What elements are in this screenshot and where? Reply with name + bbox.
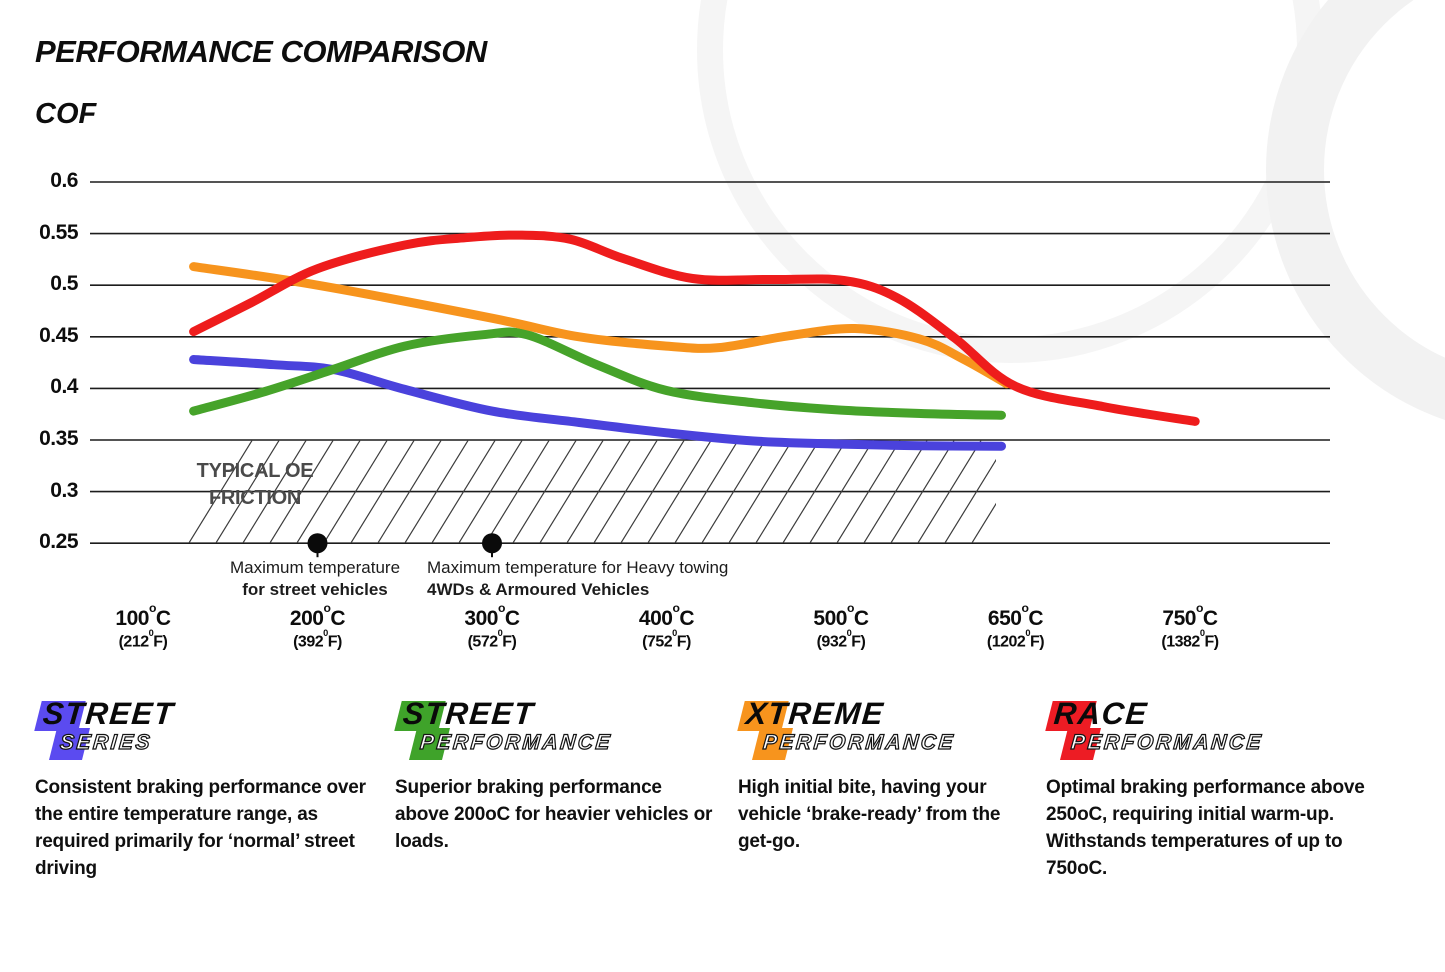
hatch-line bbox=[400, 434, 472, 551]
annotation-line-bold: for street vehicles bbox=[242, 579, 388, 599]
annotation-line-bold: 4WDs & Armoured Vehicles bbox=[427, 579, 650, 599]
hatch-line bbox=[670, 434, 742, 551]
x-tick-label: 750$^o$C (1382$^0$F) bbox=[1161, 600, 1219, 651]
page-title: PERFORMANCE COMPARISON bbox=[35, 34, 487, 69]
hatch-line bbox=[427, 434, 499, 551]
logo-word-secondary: PERFORMANCE bbox=[762, 731, 957, 754]
product-description: High initial bite, having your vehicle ‘brake-ready’ from the get-go. bbox=[738, 777, 1001, 852]
logo-word-primary: RACE bbox=[1052, 696, 1150, 731]
y-tick-label: 0.35 bbox=[39, 427, 78, 450]
x-tick-label: 650$^o$C (1202$^0$F) bbox=[986, 600, 1045, 651]
max-temp-street-annotation bbox=[230, 557, 400, 601]
oe-label-line2: FRICTION bbox=[208, 487, 302, 509]
oe-label-line1: TYPICAL OE bbox=[196, 460, 314, 482]
hatch-line bbox=[994, 434, 1066, 551]
hatch-line bbox=[697, 434, 769, 551]
typical-oe-friction-label bbox=[194, 458, 316, 512]
hatch-line bbox=[130, 434, 202, 551]
x-tick-label: 200$^o$C $(392^0F)$ bbox=[289, 600, 346, 651]
y-tick-label: 0.4 bbox=[50, 375, 78, 399]
hatch-line bbox=[643, 434, 715, 551]
logo-word-primary: XTREME bbox=[744, 696, 886, 731]
y-tick-label: 0.25 bbox=[39, 530, 78, 554]
hatch-line bbox=[724, 434, 796, 551]
hatch-line bbox=[562, 434, 634, 551]
y-tick-label: 0.6 bbox=[50, 169, 78, 192]
logo-word-secondary: PERFORMANCE bbox=[419, 731, 614, 754]
logo-word-secondary: SERIES bbox=[59, 731, 154, 754]
y-tick-label: 0.5 bbox=[50, 272, 78, 296]
hatch-line bbox=[805, 434, 877, 551]
hatch-line bbox=[508, 434, 580, 551]
y-tick-label: 0.55 bbox=[39, 220, 78, 244]
hatch-line bbox=[535, 434, 607, 551]
hatch-line bbox=[346, 434, 418, 551]
hatch-line bbox=[589, 434, 661, 551]
y-tick-label: 0.3 bbox=[50, 478, 78, 502]
y-tick-label: 0.45 bbox=[39, 323, 78, 347]
hatch-line bbox=[319, 434, 391, 551]
logo-word-primary: STREET bbox=[41, 696, 176, 731]
x-tick-label: 300$^o$C $(572^0F)$ bbox=[464, 600, 520, 651]
hatch-line bbox=[859, 434, 931, 551]
x-tick-label: 500$^o$C $(932^0F)$ bbox=[813, 600, 869, 651]
logo-word-secondary: PERFORMANCE bbox=[1070, 731, 1265, 754]
curve-street-performance bbox=[194, 332, 1002, 415]
hatch-line bbox=[616, 434, 688, 551]
hatch-line bbox=[373, 434, 445, 551]
product-description: Optimal braking performance above 250oC, requiring initial warm-up. Withstands temperatures of up to 750oC. bbox=[1046, 777, 1365, 879]
hatch-line bbox=[940, 434, 1012, 551]
hatch-line bbox=[832, 434, 904, 551]
logo-word-primary: STREET bbox=[401, 696, 536, 731]
hatch-line bbox=[778, 434, 850, 551]
x-tick-label: 100$^o$C $(212^0F)$ bbox=[115, 600, 171, 651]
annotation-line: Maximum temperature for Heavy towing bbox=[427, 558, 729, 577]
product-description: Consistent braking performance over the entire temperature range, as required primarily for ‘normal’ street driving bbox=[35, 777, 366, 879]
marker-dot bbox=[308, 533, 328, 553]
product-description: Superior braking performance above 200oC for heavier vehicles or loads. bbox=[395, 777, 713, 852]
hatch-line bbox=[913, 434, 985, 551]
y-axis-title: COF bbox=[35, 98, 97, 130]
watermark-swoosh bbox=[710, 0, 1445, 405]
temperature-marker-dots bbox=[308, 533, 503, 557]
x-tick-label: 400$^o$C $(752^0F)$ bbox=[638, 600, 695, 651]
annotation-line: Maximum temperature bbox=[229, 558, 401, 577]
hatch-line bbox=[886, 434, 958, 551]
hatch-line bbox=[967, 434, 1039, 551]
max-temp-towing-annotation bbox=[427, 557, 728, 601]
hatch-line bbox=[751, 434, 823, 551]
marker-dot bbox=[482, 533, 502, 553]
